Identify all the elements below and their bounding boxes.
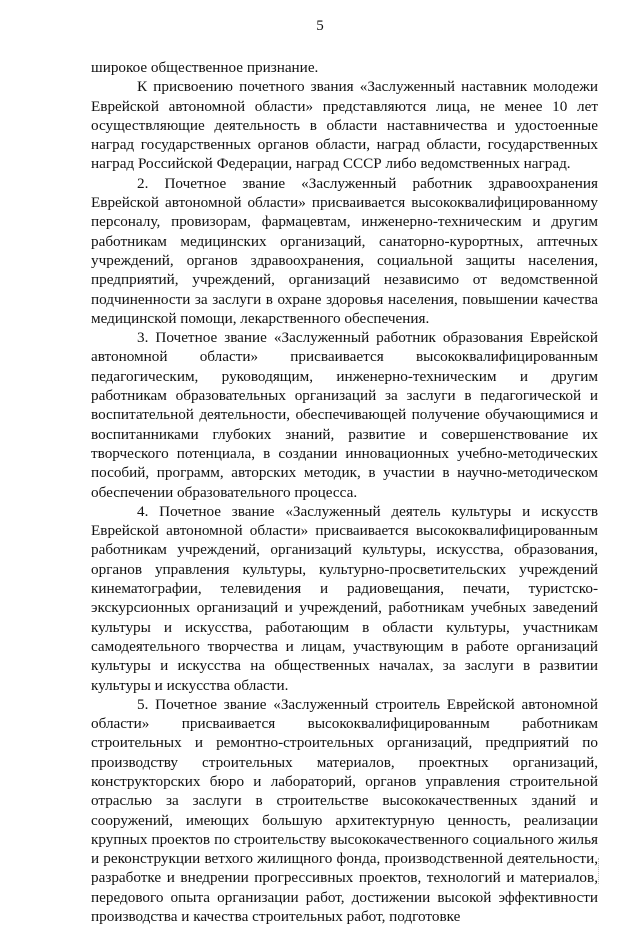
page-number: 5 <box>316 18 324 34</box>
paragraph-item-3-education: 3. Почетное звание «Заслуженный работник образования Еврейской автономной области» присваивается высококвалифицированным педагогическим, руководящим, инженерно-техническим и другим работникам образовательных организаций за заслуги в педагогической и воспитательной деятельности, обеспечивающей получение обучающимися и воспитанниками глубоких знаний, развитие и совершенствование их творческого потенциала, в создании инновационных учебно-методических пособий, программ, авторских методик, в участии в научно-методическом обеспечении образовательного процесса. <box>91 329 598 501</box>
paragraph-item-2-healthcare: 2. Почетное звание «Заслуженный работник здравоохранения Еврейской автономной области» присваивается высококвалифицированному персоналу, провизорам, фармацевтам, инженерно-техническим и другим работникам медицинских организаций, санаторно-курортных, аптечных учреждений, органов здравоохранения, социальной защиты населения, предприятий, учреждений, организаций независимо от ведомственной подчиненности за заслуги в охране здоровья населения, повышении качества медицинской помощи, лекарственного обеспечения. <box>91 174 598 327</box>
paragraph-item-5-construction: 5. Почетное звание «Заслуженный строитель Еврейской автономной области» присваивается высококвалифицированным работникам строительных и ремонтно-строительных организаций, предприятий по производству строительных материалов, проектных организаций, конструкторских бюро и лабораторий, органов управления строительной отраслью за заслуги в строительстве высококачественных зданий и сооружений, имеющих большую архитектурную ценность, реализации крупных проектов по строительству высококачественного социального жилья и реконструкции ветхого жилищного фонда, производственной деятельности, разработке и внедрении прогрессивных проектов, технологий и материалов, передового опыта организации работ, достижении высокой эффективности производства и качества строительных работ, подготовке <box>91 695 598 926</box>
document-body <box>91 58 598 926</box>
paragraph-continuation: широкое общественное признание. <box>91 59 319 76</box>
scan-margin-mark <box>598 858 601 884</box>
paragraph-item-4-culture: 4. Почетное звание «Заслуженный деятель культуры и искусств Еврейской автономной области» присваивается высококвалифицированным работникам учреждений, организаций культуры, искусства, образования, органов управления культуры, культурно-просветительских учреждений кинематографии, телевидения и радиовещания, печати, туристско-экскурсионных организаций и учреждений, работникам учебных заведений культуры и искусства, работающим в области культуры, участникам самодеятельного творчества и лицам, участвующим в работе организаций культуры и искусства на общественных началах, за заслуги в развитии культуры и искусства области. <box>91 502 598 694</box>
paragraph-mentor-award: К присвоению почетного звания «Заслуженный наставник молодежи Еврейской автономной области» представляются лица, не менее 10 лет осуществляющие деятельность в области наставничества и удостоенные наград государственных органов области, наград области, государственных наград Российской Федерации, наград СССР либо ведомственных наград. <box>91 78 598 173</box>
